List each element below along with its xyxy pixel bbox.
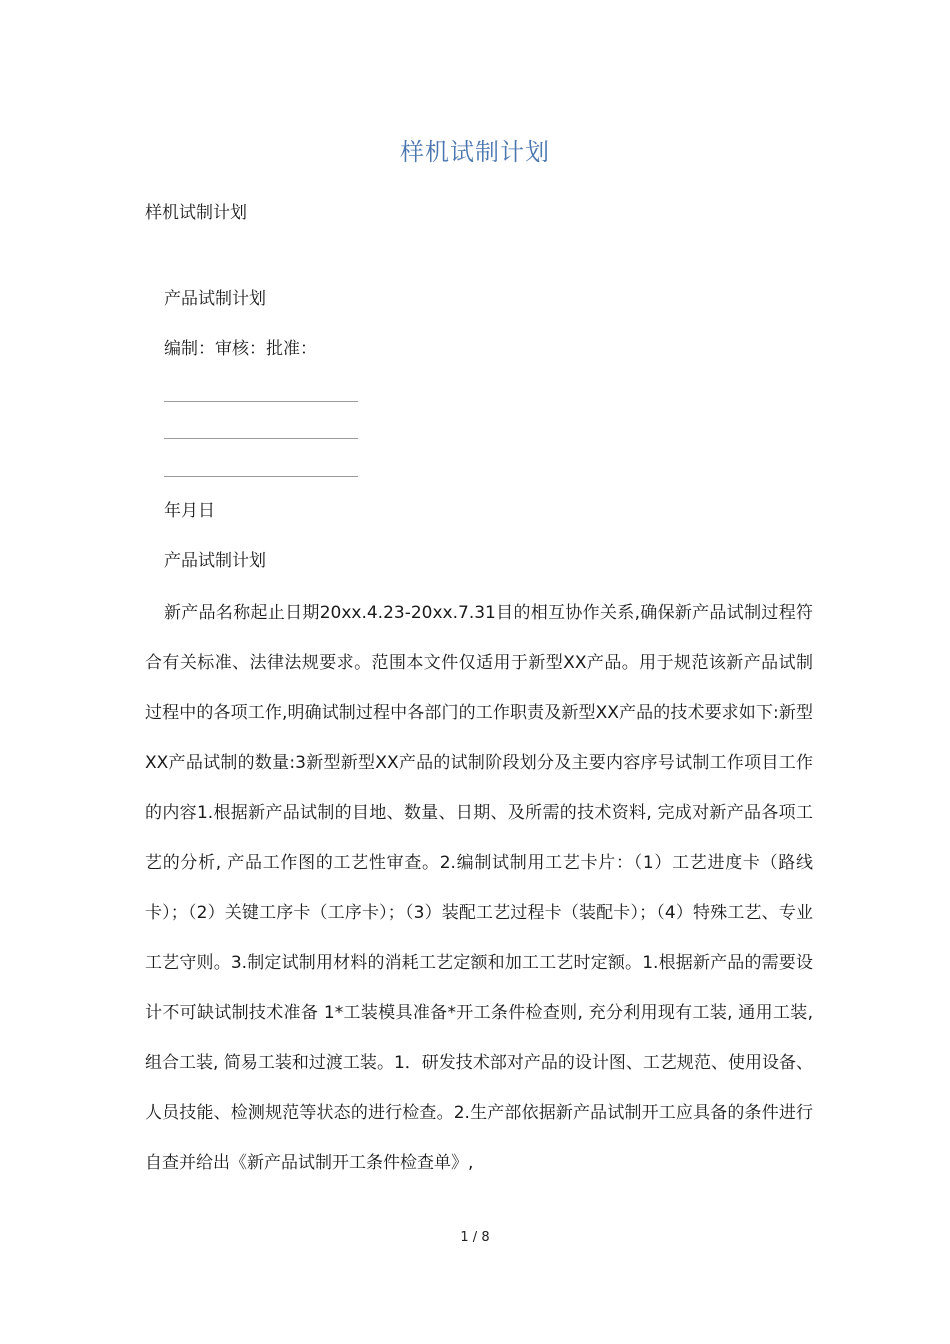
signature-line-reviewer: [164, 438, 358, 439]
document-subtitle: 样机试制计划: [145, 203, 247, 223]
page-number: 1 / 8: [460, 1230, 490, 1245]
signature-line-compiler: [164, 401, 358, 402]
signature-line-approver: [164, 476, 358, 477]
plan-heading: 产品试制计划: [164, 289, 266, 309]
date-label: 年月日: [164, 501, 215, 521]
document-title: 样机试制计划: [400, 138, 550, 166]
plan-heading-second: 产品试制计划: [164, 551, 266, 571]
signatures-label: 编制：审核：批准：: [164, 339, 317, 359]
body-paragraph: 新产品名称起止日期20xx.4.23-20xx.7.31目的相互协作关系,确保新产品试制过程符合有关标准、法律法规要求。范围本文件仅适用于新型XX产品。用于规范该新产品试制过程中的各项工作,明确试制过程中各部门的工作职责及新型XX产品的技术要求如下:新型XX产品试制的数量:3新型新型XX产品的试制阶段划分及主要内容序号试制工作项目工作的内容1.根据新产品试制的目地、数量、日期、及所需的技术资料, 完成对新产品各项工艺的分析, 产品工作图的工艺性审查。2.编制试制用工艺卡片：（1）工艺进度卡（路线卡）；（2）关键工序卡（工序卡）；（3）装配工艺过程卡（装配卡）；（4）特殊工艺、专业工艺守则。3.制定试制用材料的消耗工艺定额和加工工艺时定额。1.根据新产品的需要设计不可缺试制技术准备 1*工装模具准备*开工条件检查则, 充分利用现有工装, 通用工装, 组合工装, 简易工装和过渡工装。1．研发技术部对产品的设计图、工艺规范、使用设备、人员技能、检测规范等状态的进行检查。2.生产部依据新产品试制开工应具备的条件进行自查并给出《新产品试制开工条件检查单》,: [145, 603, 813, 1173]
